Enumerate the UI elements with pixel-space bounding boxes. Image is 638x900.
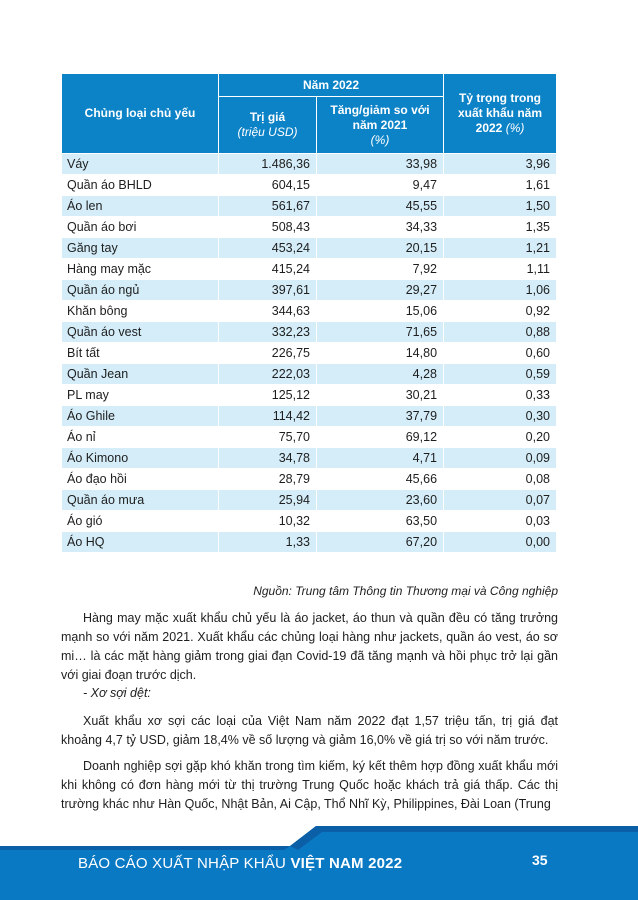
table-row — [62, 259, 557, 280]
cell-share: 1,21 — [444, 238, 557, 259]
cell-share: 0,30 — [444, 406, 557, 427]
cell-change: 4,28 — [317, 364, 444, 385]
cell-change: 14,80 — [317, 343, 444, 364]
cell-share: 1,06 — [444, 280, 557, 301]
cell-value: 415,24 — [219, 259, 317, 280]
cell-share: 0,33 — [444, 385, 557, 406]
cell-change: 63,50 — [317, 511, 444, 532]
cell-category: Bít tất — [62, 343, 219, 364]
cell-value: 344,63 — [219, 301, 317, 322]
table-row — [62, 427, 557, 448]
table-row — [62, 532, 557, 553]
cell-value: 604,15 — [219, 175, 317, 196]
cell-share: 0,60 — [444, 343, 557, 364]
table-row — [62, 196, 557, 217]
section-subheading-fiber: - Xơ sợi dệt: — [83, 686, 151, 700]
paragraph-fiber-export: Xuất khẩu xơ sợi các loại của Việt Nam năm 2022 đạt 1,57 triệu tấn, trị giá đạt khoảng 4,7 tỷ USD, giảm 18,4% về số lượng và giảm 16,0% về giá trị so với năm trước. — [61, 714, 558, 747]
cell-value: 1.486,36 — [219, 154, 317, 175]
table-row — [62, 175, 557, 196]
cell-change: 33,98 — [317, 154, 444, 175]
cell-value: 28,79 — [219, 469, 317, 490]
cell-value: 125,12 — [219, 385, 317, 406]
cell-value: 508,43 — [219, 217, 317, 238]
cell-value: 332,23 — [219, 322, 317, 343]
table-row — [62, 448, 557, 469]
cell-category: PL may — [62, 385, 219, 406]
table-source-note: Nguồn: Trung tâm Thông tin Thương mại và Công nghiệp — [253, 584, 558, 598]
cell-category: Áo gió — [62, 511, 219, 532]
cell-change: 15,06 — [317, 301, 444, 322]
cell-change: 69,12 — [317, 427, 444, 448]
textile-export-table — [61, 73, 557, 553]
cell-share: 0,08 — [444, 469, 557, 490]
cell-category: Váy — [62, 154, 219, 175]
cell-category: Quần Jean — [62, 364, 219, 385]
table-row — [62, 280, 557, 301]
cell-value: 25,94 — [219, 490, 317, 511]
table-row — [62, 406, 557, 427]
paragraph-apparel: Hàng may mặc xuất khẩu chủ yếu là áo jacket, áo thun và quần đều có tăng trưởng mạnh so với năm 2021. Xuất khẩu các chủng loại hàng như jackets, quần áo vest, áo sơ mi… là các mặt hàng giảm trong giai đạn Covid-19 đã tăng mạnh và hồi phục trở lại gần với giai đoạn trước dịch. — [61, 611, 558, 682]
cell-category: Áo nỉ — [62, 427, 219, 448]
cell-share: 0,07 — [444, 490, 557, 511]
cell-category: Khăn bông — [62, 301, 219, 322]
cell-share: 1,50 — [444, 196, 557, 217]
cell-share: 0,03 — [444, 511, 557, 532]
footer-title-bold: VIỆT NAM 2022 — [290, 855, 403, 872]
cell-change: 20,15 — [317, 238, 444, 259]
cell-change: 67,20 — [317, 532, 444, 553]
cell-share: 1,35 — [444, 217, 557, 238]
table-row — [62, 364, 557, 385]
table-row — [62, 385, 557, 406]
table-row — [62, 343, 557, 364]
table-row — [62, 217, 557, 238]
cell-share: 0,00 — [444, 532, 557, 553]
cell-share: 0,59 — [444, 364, 557, 385]
cell-change: 71,65 — [317, 322, 444, 343]
footer-title-prefix: BÁO CÁO XUẤT NHẬP KHẨU — [78, 855, 291, 872]
header-share — [444, 74, 557, 154]
cell-value: 1,33 — [219, 532, 317, 553]
cell-category: Áo Kimono — [62, 448, 219, 469]
cell-category: Áo Ghile — [62, 406, 219, 427]
cell-category: Quần áo mưa — [62, 490, 219, 511]
cell-share: 0,20 — [444, 427, 557, 448]
table-row — [62, 154, 557, 175]
cell-category: Áo len — [62, 196, 219, 217]
cell-change: 9,47 — [317, 175, 444, 196]
table-row — [62, 469, 557, 490]
paragraph-fiber-market: Doanh nghiệp sợi gặp khó khăn trong tìm kiếm, ký kết thêm hợp đồng xuất khẩu mới khi không có đơn hàng mới từ thị trường Trung Quốc hoặc khách trả giá thấp. Các thị trường khác như Hàn Quốc, Nhật Bản, Ai Cập, Thổ Nhĩ Kỳ, Philippines, Đài Loan (Trung — [61, 759, 558, 811]
header-value-unit: (triệu USD) — [237, 125, 298, 139]
cell-value: 10,32 — [219, 511, 317, 532]
cell-share: 1,61 — [444, 175, 557, 196]
cell-value: 34,78 — [219, 448, 317, 469]
header-year-group: Năm 2022 — [219, 74, 444, 97]
table-row — [62, 238, 557, 259]
cell-category: Găng tay — [62, 238, 219, 259]
header-change-unit: (%) — [370, 132, 390, 147]
header-share-label: Tỷ trọng trong xuất khẩu năm 2022 — [458, 91, 543, 135]
header-value-label: Trị giá — [249, 110, 286, 124]
cell-change: 4,71 — [317, 448, 444, 469]
cell-share: 3,96 — [444, 154, 557, 175]
cell-value: 453,24 — [219, 238, 317, 259]
table-row — [62, 490, 557, 511]
cell-share: 1,11 — [444, 259, 557, 280]
cell-share: 0,88 — [444, 322, 557, 343]
cell-change: 29,27 — [317, 280, 444, 301]
cell-value: 222,03 — [219, 364, 317, 385]
header-change — [317, 97, 444, 154]
header-share-unit: (%) — [505, 121, 525, 135]
cell-category: Áo đạo hồi — [62, 469, 219, 490]
cell-category: Hàng may mặc — [62, 259, 219, 280]
cell-change: 34,33 — [317, 217, 444, 238]
table-row — [62, 511, 557, 532]
cell-category: Quần áo BHLD — [62, 175, 219, 196]
cell-category: Áo HQ — [62, 532, 219, 553]
cell-value: 226,75 — [219, 343, 317, 364]
footer-report-title — [78, 855, 402, 872]
cell-change: 45,55 — [317, 196, 444, 217]
cell-category: Quần áo bơi — [62, 217, 219, 238]
cell-change: 45,66 — [317, 469, 444, 490]
cell-change: 37,79 — [317, 406, 444, 427]
header-category: Chủng loại chủ yếu — [62, 74, 219, 154]
page-number: 35 — [532, 852, 548, 868]
cell-change: 23,60 — [317, 490, 444, 511]
cell-change: 7,92 — [317, 259, 444, 280]
cell-category: Quần áo ngủ — [62, 280, 219, 301]
cell-value: 75,70 — [219, 427, 317, 448]
cell-share: 0,09 — [444, 448, 557, 469]
cell-share: 0,92 — [444, 301, 557, 322]
table-row — [62, 301, 557, 322]
header-change-label: Tăng/giảm so với năm 2021 — [330, 102, 430, 132]
table-row — [62, 322, 557, 343]
table-body — [62, 154, 557, 553]
cell-category: Quần áo vest — [62, 322, 219, 343]
cell-value: 561,67 — [219, 196, 317, 217]
cell-value: 397,61 — [219, 280, 317, 301]
header-value — [219, 97, 317, 154]
cell-value: 114,42 — [219, 406, 317, 427]
cell-change: 30,21 — [317, 385, 444, 406]
